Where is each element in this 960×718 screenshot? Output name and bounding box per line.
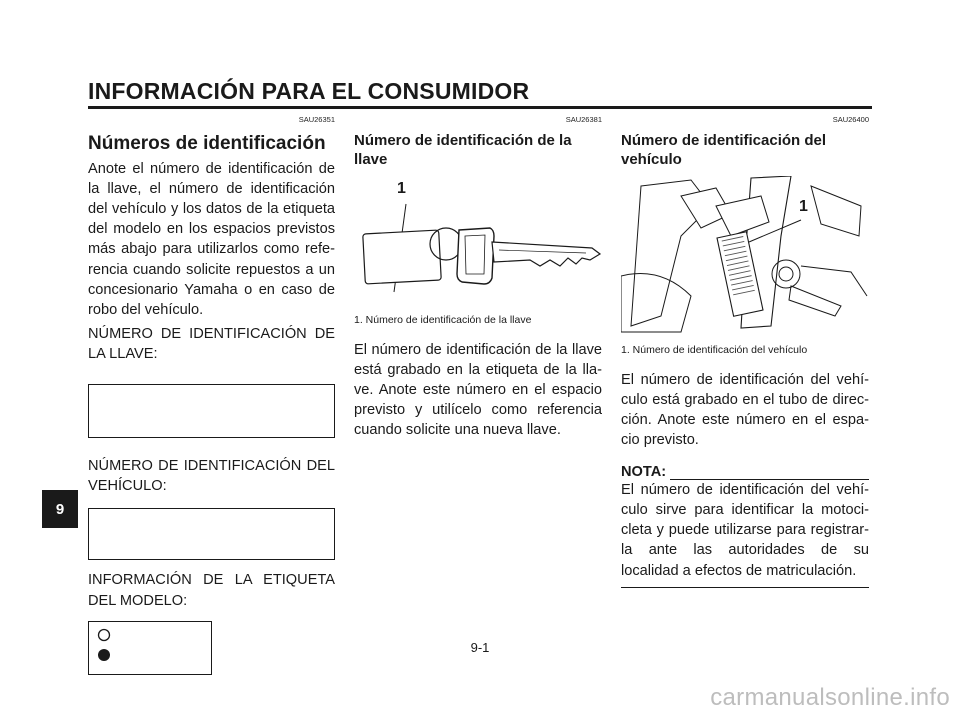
figure-caption: 1. Número de identificación de la llave: [354, 313, 532, 326]
key-id-entry-box: [88, 384, 335, 438]
note-heading: [621, 464, 869, 480]
vehicle-id-entry-box: [88, 508, 335, 560]
section-heading: Número de identificación de la llave: [354, 132, 572, 168]
section-body: El número de identificación del vehí-culo está grabado en el tubo de direc-ción. Anote este número en el espa-cio previsto.: [621, 371, 869, 448]
section-heading: Números de identificación: [88, 133, 326, 154]
figure-caption: 1. Número de identificación del vehículo: [621, 343, 808, 356]
site-watermark: carmanualsonline.info: [710, 684, 950, 711]
section-body: Anote el número de identificación de la llave, el número de identificación del vehículo y los datos de la etiqueta del modelo en los espacios previstos más abajo para utilizarlos como refe-rencia cuando solicite repuestos a un concesionario Yamaha o en caso de robo del vehículo.: [88, 160, 335, 318]
column-vehicle-number: [621, 115, 869, 588]
frame-drawing-icon: [621, 176, 869, 334]
vehicle-id-field-label: NÚMERO DE IDENTIFICACIÓN DEL VEHÍCULO:: [88, 458, 335, 495]
key-id-field-label: NÚMERO DE IDENTIFICACIÓN DE LA LLAVE:: [88, 325, 335, 363]
page-number: 9-1: [470, 640, 490, 655]
note-rule: [670, 465, 869, 480]
section-body: El número de identificación de la llave está grabado en la etiqueta de la lla-ve. Anote este número en el espacio previsto y utilícelo como referencia cuando solicite una nueva llave.: [354, 341, 602, 438]
section-code: SAU26400: [832, 115, 869, 124]
chapter-tab: [42, 490, 78, 528]
column-identification-numbers: [88, 115, 335, 675]
model-label-field-label: INFORMACIÓN DE LA ETIQUETA DEL MODELO:: [88, 572, 335, 609]
section-code: SAU26351: [298, 115, 335, 124]
figure-callout: 1: [397, 179, 406, 197]
steering-head-illustration: [621, 176, 869, 334]
key-drawing-icon: [354, 174, 602, 314]
figure-callout: 1: [799, 197, 808, 215]
page-header-title: INFORMACIÓN PARA EL CONSUMIDOR: [88, 78, 530, 104]
chapter-tab-label: 9: [55, 500, 65, 518]
note-end-rule: [621, 587, 869, 588]
note-body: El número de identificación del vehí-culo sirve para identificar la motoci-cleta y puede utilizarse para registrar-la ante las autoridades de su localidad a efectos de matriculación.: [621, 482, 869, 579]
section-heading: Número de identificación del vehículo: [621, 132, 827, 168]
header-rule: [88, 106, 872, 109]
section-code: SAU26381: [565, 115, 602, 124]
column-key-number: [354, 115, 602, 440]
note-label: NOTA:: [621, 464, 667, 480]
key-illustration: [354, 174, 602, 314]
